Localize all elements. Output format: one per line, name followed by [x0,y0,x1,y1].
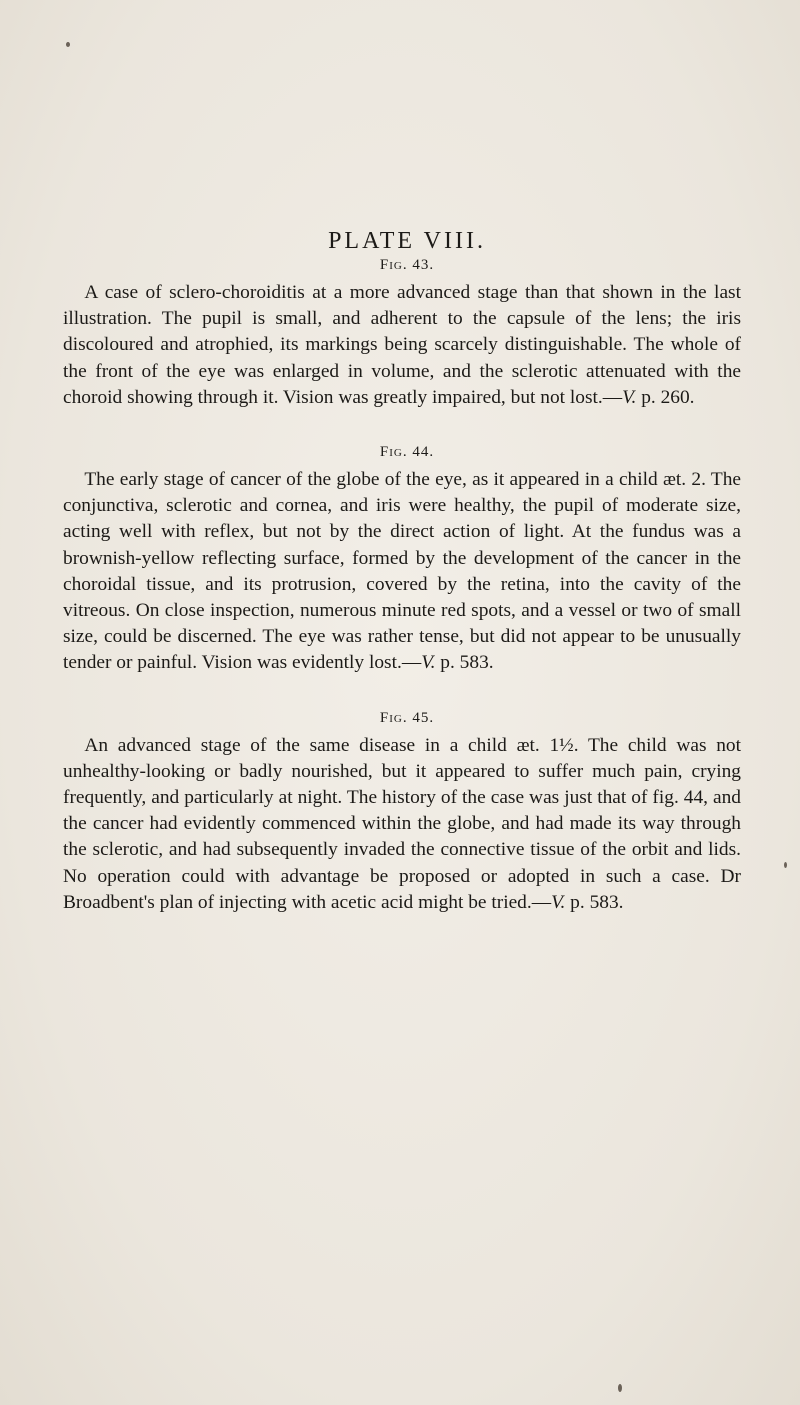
figure-reference-page: p. 260. [636,386,695,408]
figure-reference-page: p. 583. [565,891,624,913]
figure-description [63,733,741,916]
figure-description [63,280,741,411]
figure-reference-letter: V. [551,891,566,913]
figure-reference-letter: V. [421,652,436,674]
figure-text: The early stage of cancer of the globe of the eye, as it appeared in a child æt. 2. The conjunctiva, sclerotic and cornea, and iris were healthy, the pupil of moderate size, acting well with reflex, but not by the direct action of light. At the fundus was a brownish-yellow reflecting surface, formed by the development of the cancer in the choroidal tissue, and its protrusion, covered by the retina, into the cavity of the vitreous. On close inspection, numerous minute red spots, and a vessel or two of small size, could be discerned. The eye was rather tense, but did not appear to be unusually tender or painful. Vision was evidently lost.— [63,469,741,674]
figure-label: Fig. 44. [379,444,435,461]
figure-45-section [63,710,741,916]
figure-44-section [63,444,741,677]
page-content [63,228,741,916]
print-speck-right [784,862,787,868]
print-speck-top [66,42,70,47]
figure-text: An advanced stage of the same disease in a child æt. 1½. The child was not unhealthy-looking or badly nourished, but it appeared to suffer much pain, crying frequently, and particularly at night. The history of the case was just that of fig. 44, and the cancer had evidently commenced within the globe, and had made its way through the sclerotic, and had subsequently invaded the connective tissue of the orbit and lids. No operation could with advantage be proposed or adopted in such a case. Dr Broadbent's plan of injecting with acetic acid might be tried.— [63,734,741,913]
figure-reference-letter: V. [622,386,637,408]
figure-description [63,467,741,677]
figure-reference-page: p. 583. [435,652,494,674]
plate-title: PLATE VIII. [328,228,486,254]
print-speck-bottom [618,1384,622,1392]
figure-label: Fig. 43. [379,257,435,273]
figure-label: Fig. 45. [379,709,435,726]
figure-43-section [63,257,741,411]
figure-text: A case of sclero-choroiditis at a more advanced stage than that shown in the last illustration. The pupil is small, and adherent to the capsule of the lens; the iris discoloured and atrophied, its markings being scarcely distinguishable. The whole of the front of the eye was enlarged in volume, and the sclerotic attenuated with the choroid showing through it. Vision was greatly impaired, but not lost.— [63,282,741,408]
